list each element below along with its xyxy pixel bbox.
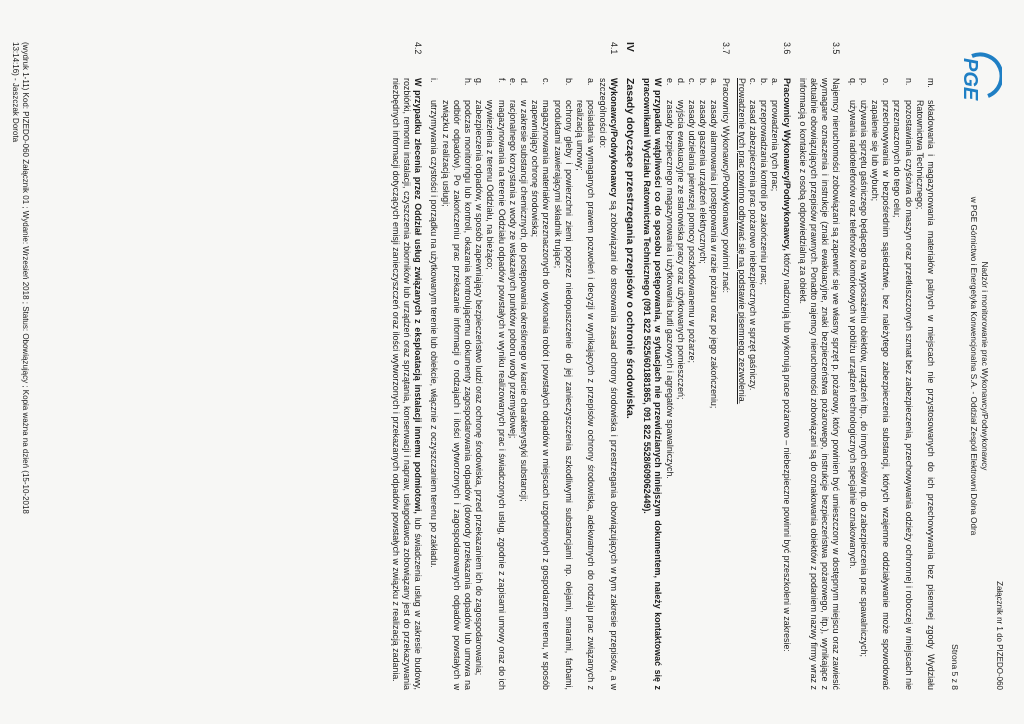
page-number: Strona 5 z 8 [950,644,960,690]
attachment-label: Załącznik nr 1 do PIZEDO-060 [995,581,1004,690]
page-footer: (wydruk 1-11) Kod: PIZEDO-060 Załącznik 01 ; Wydanie: Wrzesień 2018 ; Status: Obowiązujący ; Kopia ważna na dzień (15-10-2018 13:14:16) - Jaszczak Dorota [11,42,30,514]
section-3-6: 3.6 Pracownicy Wykonawcy/Podwykonawcy, którzy nadzorują lub wykonują prace pożarowo – niebezpieczne powinni być przeszkoleni w zakresie: [781,42,792,652]
list-item: o. przechowywania w bezpośrednim sąsiedztwie, bez należytego zabezpieczenia substancji, których wzajemne oddziaływanie może spowodować zapalenie się lub wybuch; [869,78,892,690]
list-item: i. utrzymywania czystości i porządku na użytkowanym terenie lub obiekcie, włącznie z oczyszczaniem terenu po zakładu. [429,78,440,568]
section-4-1-list [428,78,596,690]
permit-note: Prowadzenie tych prac powinno odbywać się na podstawie pisemnego zezwolenia. [736,78,747,405]
list-item: b. przeprowadzania kontroli po zakończeniu prac; [759,78,770,286]
list-item: b. ochrony gleby i powierzchni ziemi poprzez niedopuszczenie do jej zanieczyszczenia szkodliwymi substancjami np. olejami, smarami, farbami, produktami zawierającymi składnik trujące; [552,78,574,690]
list-item: p. używania sprzętu gaśniczego będącego na wyposażeniu obiektów, urządzeń itp., do innych celów np. do zabezpieczenia prac spawalniczych; [858,78,869,657]
section-4-1: 4.1 Wykonawcy/Podwykonawcy są zobowiązani do stosowania zasad ochrony środowiska i przestrzegania obowiązujących w tym zakresie przepisów, a w szczególności do: [597,42,619,690]
section-3-6-list [747,78,781,690]
list-item: g. zabezpieczenia odpadów, w sposób zapewniający bezpieczeństwo ludzi oraz ochronę środowiska, przed przekazaniem ich do zagospodarowania; [474,78,485,676]
section-3-5: 3.5 Najemcy nieruchomości zobowiązani są zapewnić się we własny sprzęt p. pożarowy, który powinien być umieszczony w dostępnym miejscu oraz zawiesić wymagane oznaczenia i instrukcje (znaki ewakuacyjne, znaki bezpieczeństwa pożarowego, instrukcje bezpieczeństwa pożarowego, itp.), wynikające z aktualnie obowiązujących przepisów prawnych. Ponadto najemcy nieruchomości zobowiązani są do oznakowania obiektów z podaniem nazwy firmy wraz z informacją o kontakcie z osobą odpowiedzialną za obiekt. [797,42,842,690]
list-item: m. składowania i magazynowania materiałów palnych w miejscach nie przystosowanych do ich przechowywania bez pisemnej zgody Wydziału Ratownictwa Technicznego; [914,78,936,690]
list-item: d. wyjścia ewakuacyjne ze stanowiska pracy oraz użytkowanych pomieszczeń; [675,78,686,400]
list-item: e. racjonalnego korzystania z wody ze wskazanych punktów poboru wody przemysłowej; [507,78,518,439]
chapter-iv-heading: IV Zasady dotyczące przestrzegania przepisów o ochronie środowiska. [623,42,636,419]
list-item: h. podczas monitoringu lub kontroli, okazania kontrolującemu dokumenty zagospodarowania odpadów (dowody przekazania odpadów lub umowa na odbiór odpadów). Po zakończeniu prac przekazanie informacji o rodzajach i ilości wytworzonych i zagospodarowanych odpadów powstałych w związku z realizacją usługi; [440,78,474,690]
list-item: e. zasady bezpiecznego magazynowania i użytkowania butli gazowych i agregatów spawalniczych. [664,78,675,479]
svg-text:PGE: PGE [959,58,981,101]
section-4-2: 4.2 W przypadku zlecenia przez Oddział usług związanych z eksploatacją instalacji innemu podmiotowi, lub świadczenia usług w zakresie budowy, rozbiórki, remontu instalacji, czyszczenia zbiorników lub urządzeń oraz sprzątania, konserwacji i napraw, usługodawca zobowiązany jest do przekazywania niezbędnych informacji dotyczących emisji zanieczyszczeń oraz ilości wytworzonych i przekazanych odpadów powstałych w związku z realizacją zadania. [390,42,424,690]
list-item: a. posiadania wymaganych prawem pozwoleń i decyzji w wynikających z przepisów ochrony środowiska, adekwatnych do rodzaju prac związanych z realizacją umowy; [575,78,597,690]
document-title: Nadzór i monitorowanie prac Wykonawcy/Podwykonawcy w PGE Górnictwo i Energetyka Konwencjonalna S.A. - Oddział Zespół Elektrowni Dolna Odra [969,196,989,536]
list-item: n. pozostawiania czyściwa do maszyn oraz przetłuszczonych szmat bez zabezpieczenia, przechowywania odzieży ochronnej i roboczej w miejscach nie przeznaczonych do tego celu; [892,78,914,690]
list-item: a. zasady alarmowania i postępowania w razie pożaru oraz po jego zakończeniu; [709,78,720,409]
contact-note: W przypadku wątpliwości co do sposobu postępowania, w sytuacjach nie przewidzianych niniejszym dokumentem, należy kontaktować się z pracownikami Wydziału Ratownictwa Technicznego (091 822 5525/601881865, 091 822 5528/609062449). [642,78,664,690]
list-item: f. magazynowania na terenie Oddziału odpadów powstałych w wyniku realizowanych prac i świadczonych usług, zgodnie z zapisami umowy oraz do ich wywiezienia z terenu Oddziału, na bieżąco; [485,78,507,690]
list-item: a. prowadzenia tych prac; [770,78,781,192]
list-top [846,78,936,690]
list-item: c. zasady udzielania pierwszej pomocy poszkodowanemu w pożarze; [686,78,697,363]
section-3-7: 3.7 Pracownicy Wykonawcy/Podwykonawcy powinni znać: [720,42,731,293]
list-item: b. zasady gaszenia urządzeń elektrycznych; [698,78,709,264]
page-header [936,42,1006,690]
list-item: c. magazynowania materiałów przeznaczonych do wykonania robót i powstałych odpadów w miejscach uzgodnionych z gospodarzem terenu, w sposób zapewniający ochronę środowiska; [530,78,552,690]
list-item: c. zasad zabezpieczenia prac pożarowo niebezpiecznych w sprzęt gaśniczy. [747,78,758,391]
list-item: d. w zakresie substancji chemicznych, do postępowania określonego w karcie charakterystyki substancji; [519,78,530,502]
list-item: q. używania radiotelefonów oraz telefonów komórkowych w pobliżu urządzeń technologicznych specjalnie oznakowanych. [847,78,858,569]
section-3-7-list [663,78,719,690]
document-body [390,42,936,690]
